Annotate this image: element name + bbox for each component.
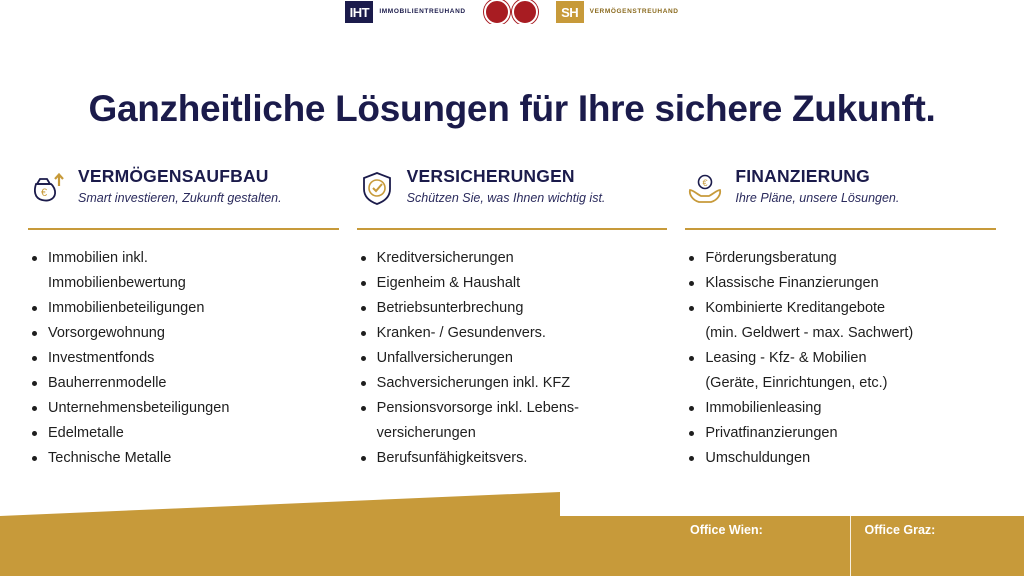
list-item <box>357 296 668 321</box>
list-item <box>685 346 996 396</box>
list-item <box>357 246 668 271</box>
list-item-label: Unternehmensbeteiligungen <box>48 399 230 416</box>
list-item <box>28 346 339 371</box>
column-subtitle: Smart investieren, Zukunft gestalten. <box>78 190 282 205</box>
seal-red-1-icon <box>484 0 510 24</box>
list-item <box>685 296 996 346</box>
immobilientreuhand-label: IMMOBILIENTREUHAND <box>379 8 466 16</box>
list-item-label: Betriebsunterbrechung <box>376 299 524 316</box>
footer-diagonal-shape <box>0 492 560 516</box>
logo-seals <box>484 0 538 24</box>
list-item <box>28 396 339 421</box>
list-item <box>685 446 996 471</box>
list-item <box>357 396 668 446</box>
column-divider <box>685 228 996 230</box>
column-title: FINANZIERUNG <box>735 166 870 186</box>
list-item <box>685 271 996 296</box>
list-item <box>685 421 996 446</box>
list-item <box>357 371 668 396</box>
column-divider <box>357 228 668 230</box>
list-item-label: Unfallversicherungen <box>376 349 513 366</box>
list-item-continuation: versicherungen <box>376 424 476 441</box>
list-item <box>357 321 668 346</box>
list-item-continuation: (Geräte, Einrichtungen, etc.) <box>705 374 888 391</box>
column-title: VERSICHERUNGEN <box>406 166 575 186</box>
list-item-label: Immobilienleasing <box>705 399 822 416</box>
office-wien-title: Office Wien: <box>690 523 763 537</box>
footer-office-wien <box>690 516 850 576</box>
list-item <box>28 321 339 346</box>
svg-text:€: € <box>40 187 48 199</box>
column-versicherungen <box>357 166 668 470</box>
list-item <box>685 246 996 271</box>
list-item <box>28 446 339 471</box>
list-item-label: Kranken- / Gesundenvers. <box>376 324 546 341</box>
column-subtitle: Ihre Pläne, unsere Lösungen. <box>735 190 900 205</box>
list-item-label: Umschuldungen <box>705 449 811 466</box>
column-finanzierung <box>685 166 996 470</box>
list-item <box>28 421 339 446</box>
list-item-label: Immobilienbeteiligungen <box>48 299 205 316</box>
list-item-continuation: Immobilienbewertung <box>48 274 186 291</box>
list-item-label: Klassische Finanzierungen <box>705 274 879 291</box>
list-item-continuation: (min. Geldwert - max. Sachwert) <box>705 324 914 341</box>
column-list <box>685 246 996 470</box>
column-list <box>357 246 668 470</box>
list-item <box>28 246 339 296</box>
list-item-label: Bauherrenmodelle <box>48 374 167 391</box>
list-item-label: Kombinierte Kreditangebote <box>705 299 886 316</box>
list-item <box>28 296 339 321</box>
column-header <box>357 166 668 222</box>
footer-office-graz <box>850 516 1024 576</box>
list-item <box>357 271 668 296</box>
list-item-label: Sachversicherungen inkl. KFZ <box>376 374 571 391</box>
list-item-label: Edelmetalle <box>48 424 124 441</box>
column-title: VERMÖGENSAUFBAU <box>78 166 269 186</box>
page-title: Ganzheitliche Lösungen für Ihre sichere Zukunft. <box>88 88 936 129</box>
list-item-label: Privatfinanzierungen <box>705 424 838 441</box>
list-item <box>685 396 996 421</box>
service-columns <box>28 166 996 470</box>
list-item-label: Leasing - Kfz- & Mobilien <box>705 349 867 366</box>
logo-immobilientreuhand <box>345 0 465 24</box>
list-item <box>357 446 668 471</box>
column-header <box>685 166 996 222</box>
footer <box>0 492 1024 576</box>
list-item-label: Pensionsvorsorge inkl. Lebens- <box>376 399 579 416</box>
list-item-label: Förderungsberatung <box>705 250 837 266</box>
vermoegenstreuhand-mark-icon: SH <box>556 1 584 23</box>
list-item-label: Technische Metalle <box>48 449 172 466</box>
column-subtitle: Schützen Sie, was Ihnen wichtig ist. <box>406 190 606 205</box>
list-item <box>28 371 339 396</box>
footer-offices <box>690 516 1024 576</box>
list-item-label: Eigenheim & Haushalt <box>376 274 521 291</box>
logo-bar <box>0 0 1024 24</box>
vermoegenstreuhand-label: VERMÖGENSTREUHAND <box>589 8 679 16</box>
svg-text:€: € <box>702 178 708 188</box>
shield-check-icon <box>357 168 397 208</box>
list-item <box>357 346 668 371</box>
column-vermoegensaufbau <box>28 166 339 470</box>
column-list <box>28 246 339 470</box>
list-item-label: Investmentfonds <box>48 349 155 366</box>
office-graz-title: Office Graz: <box>864 523 936 537</box>
money-bag-euro-icon <box>28 168 68 208</box>
list-item-label: Vorsorgewohnung <box>48 324 165 341</box>
list-item-label: Kreditversicherungen <box>376 250 514 266</box>
immobilientreuhand-mark-icon: IHT <box>345 1 373 23</box>
list-item-label: Berufsunfähigkeitsvers. <box>376 449 528 466</box>
logo-vermoegenstreuhand <box>556 0 679 24</box>
column-header <box>28 166 339 222</box>
list-item-label: Immobilien inkl. <box>48 250 148 266</box>
hands-euro-icon <box>685 168 725 208</box>
column-divider <box>28 228 339 230</box>
seal-red-2-icon <box>512 0 538 24</box>
